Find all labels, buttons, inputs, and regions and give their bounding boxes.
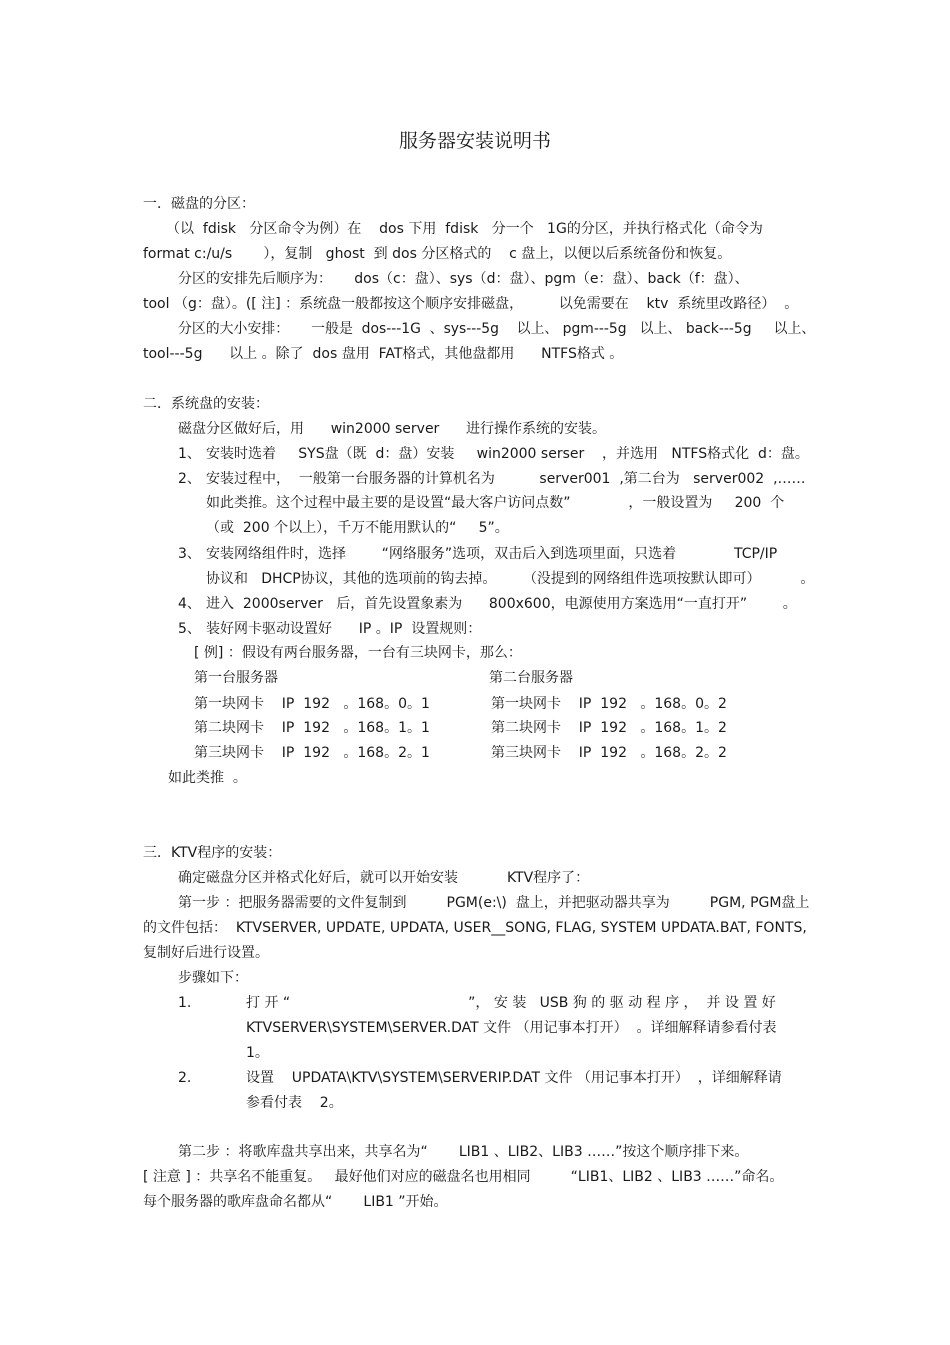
list-item-number: 3、 [178,546,201,562]
step-2-line: 每个服务器的歌库盘命名都从“ LIB1 ”开始。 [143,1194,448,1210]
sub-item-number: 2. [178,1070,192,1086]
list-item-text: 安装时选着 SYS盘（既 d：盘）安装 win2000 serser ，并选用 NTFS格式化 d：盘。 [206,446,809,462]
section-1-line: format c:/u/s ），复制 ghost 到 dos 分区格式的 c 盘上，以便以后系统备份和恢复。 [143,246,732,262]
document-title: 服务器安装说明书 [398,130,551,152]
list-item-text: （或 200 个以上），千万不能用默认的“ 5”。 [206,520,509,536]
step-2-line: [ 注意 ] ：共享名不能重复。 最好他们对应的磁盘名也用相同 “LIB1、LIB2 、LIB3 ……”命名。 [143,1169,784,1185]
section-1-heading: 一．磁盘的分区： [143,196,255,212]
server-b-nic-row: 第二块网卡 IP 192 。168。1。2 [491,720,727,736]
step-2-line: 第二步 ：将歌库盘共享出来，共享名为“ LIB1 、LIB2、LIB3 ……”按这个顺序排下来。 [178,1144,749,1160]
list-item-text: 装好网卡驱动设置好 IP 。IP 设置规则： [206,621,482,637]
section-2-heading: 二．系统盘的安装： [143,396,269,412]
list-item-text: 如此类推。这个过程中最主要的是设置“最大客户访问点数” ，一般设置为 200 个 [206,495,785,511]
server-a-nic-row: 第二块网卡 IP 192 。168。1。1 [194,720,430,736]
list-item-number: 2、 [178,471,201,487]
section-1-line: 分区的安排先后顺序为： dos（c：盘）、sys（d：盘）、pgm（e：盘）、back（f：盘）、 [178,271,749,287]
list-item-number: 4、 [178,596,201,612]
server-a-nic-row: 第三块网卡 IP 192 。168。2。1 [194,745,430,761]
sub-item-text: 参看付表 2。 [246,1095,343,1111]
server-a-nic-row: 第一块网卡 IP 192 。168。0。1 [194,696,430,712]
server-b-nic-row: 第一块网卡 IP 192 。168。0。2 [491,696,727,712]
section-1-line: （以 fdisk 分区命令为例）在 dos 下用 fdisk 分一个 1G的分区，并执行格式化（命令为 [166,221,763,237]
section-3-heading: 三．KTV程序的安装： [143,845,282,861]
list-item-text: 安装网络组件时，选择 “网络服务”选项，双击后入到选项里面，只选着 TCP/IP [206,546,778,562]
server-b-header: 第二台服务器 [489,670,573,686]
list-item-text: 安装过程中， 一般第一台服务器的计算机名为 server001 ,第二台为 server002 ,…… [206,471,806,487]
server-b-nic-row: 第三块网卡 IP 192 。168。2。2 [491,745,727,761]
sub-item-text: 设置 UPDATA\KTV\SYSTEM\SERVERIP.DAT 文件 （用记事本打开） ，详细解释请 [246,1070,782,1086]
section-1-line: tool---5g 以上 。除了 dos 盘用 FAT格式，其他盘都用 NTFS格式 。 [143,346,624,362]
step-1-line: 的文件包括： KTVSERVER, UPDATE, UPDATA, USER__SONG, FLAG, SYSTEM UPDATA.BAT, FONTS, [143,920,807,936]
sub-item-number: 1. [178,995,192,1011]
steps-label: 步骤如下： [178,970,248,986]
section-2-intro: 磁盘分区做好后，用 win2000 server 进行操作系统的安装。 [178,421,607,437]
sub-item-text: 1。 [246,1045,269,1061]
step-1-line: 复制好后进行设置。 [143,945,269,961]
list-item-text: 进入 2000server 后，首先设置象素为 800x600，电源使用方案选用“一直打开” 。 [206,596,797,612]
list-item-number: 1、 [178,446,201,462]
section-1-line: tool （g：盘）。([ 注] ：系统盘一般都按这个顺序安排磁盘， 以免需要在 ktv 系统里改路径） 。 [143,296,799,312]
section-3-intro: 确定磁盘分区并格式化好后，就可以开始安装 KTV程序了： [178,870,590,886]
server-a-header: 第一台服务器 [194,670,278,686]
section-2-closing: 如此类推 。 [168,770,247,786]
list-item-text: 协议和 DHCP协议，其他的选项前的钩去掉。 （没提到的网络组件选项按默认即可） 。 [206,571,815,587]
sub-item-text: 打 开 “ ”， 安 装 USB 狗 的 驱 动 程 序 ， 并 设 置 好 [246,995,776,1011]
step-1-line: 第一步 ：把服务器需要的文件复制到 PGM(e:\) 盘上，并把驱动器共享为 PGM, PGM盘上 [178,895,810,911]
list-item-number: 5、 [178,621,201,637]
example-line: [ 例] ：假设有两台服务器，一台有三块网卡，那么： [194,645,522,661]
sub-item-text: KTVSERVER\SYSTEM\SERVER.DAT 文件 （用记事本打开） 。详细解释请参看付表 [246,1020,777,1036]
section-1-line: 分区的大小安排： 一般是 dos---1G 、sys---5g 以上、 pgm---5g 以上、 back---5g 以上、 [178,321,816,337]
